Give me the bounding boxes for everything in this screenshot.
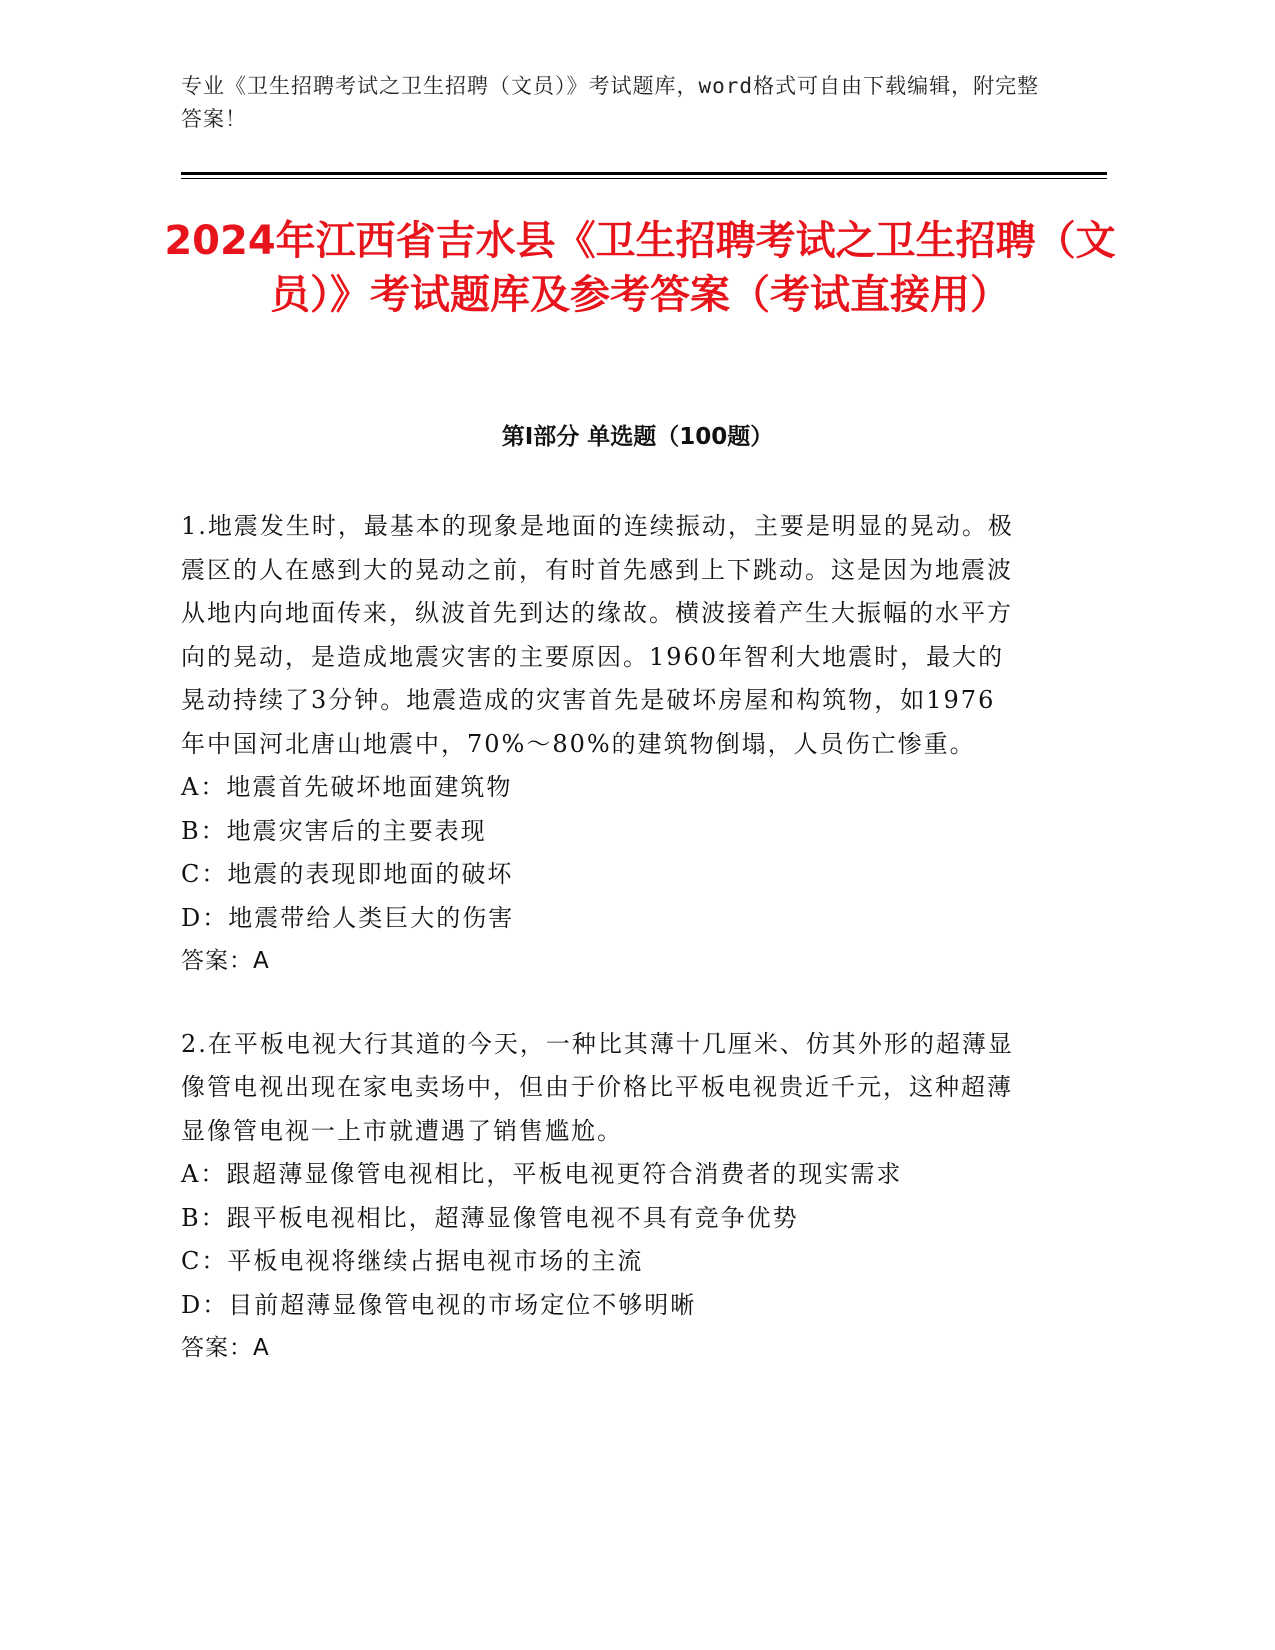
option-list [181, 766, 1021, 940]
option-b: B：跟平板电视相比，超薄显像管电视不具有竞争优势 [181, 1203, 799, 1232]
question-stem: 1.地震发生时，最基本的现象是地面的连续振动，主要是明显的晃动。极震区的人在感到大的晃动之前，有时首先感到上下跳动。这是因为地震波从地内向地面传来，纵波首先到达的缘故。横波接着产生大振幅的水平方向的晃动，是造成地震灾害的主要原因。1960年智利大地震时，最大的晃动持续了3分钟。地震造成的灾害首先是破坏房屋和构筑物，如1976年中国河北唐山地震中，70%～80%的建筑物倒塌，人员伤亡惨重。 [181, 512, 1014, 758]
option-c: C：平板电视将继续占据电视市场的主流 [181, 1247, 644, 1275]
option-list [181, 1153, 1021, 1327]
header-divider-thick [181, 172, 1107, 175]
question-stem: 2.在平板电视大行其道的今天，一种比其薄十几厘米、仿其外形的超薄显像管电视出现在家电卖场中，但由于价格比平板电视贵近千元，这种超薄显像管电视一上市就遭遇了销售尴尬。 [181, 1029, 1014, 1145]
question-item [181, 1023, 1021, 1371]
question-item [181, 505, 1021, 984]
header-divider-thin [181, 178, 1107, 179]
answer-line: 答案：A [181, 1335, 270, 1361]
option-d: D：目前超薄显像管电视的市场定位不够明晰 [181, 1290, 697, 1319]
option-a: A：跟超薄显像管电视相比，平板电视更符合消费者的现实需求 [181, 1160, 903, 1188]
option-b: B：地震灾害后的主要表现 [181, 816, 487, 845]
option-c: C：地震的表现即地面的破坏 [181, 860, 514, 888]
question-list [181, 505, 1021, 1410]
option-a: A：地震首先破坏地面建筑物 [181, 773, 513, 801]
header-note: 专业《卫生招聘考试之卫生招聘（文员）》考试题库，word格式可自由下载编辑，附完整答案！ [181, 74, 1040, 131]
section-title: 第Ⅰ部分 单选题（100题） [501, 424, 774, 450]
document-title: 2024年江西省吉水县《卫生招聘考试之卫生招聘（文员）》考试题库及参考答案（考试直接用） [164, 218, 1116, 318]
option-d: D：地震带给人类巨大的伤害 [181, 903, 515, 932]
answer-line: 答案：A [181, 948, 270, 974]
